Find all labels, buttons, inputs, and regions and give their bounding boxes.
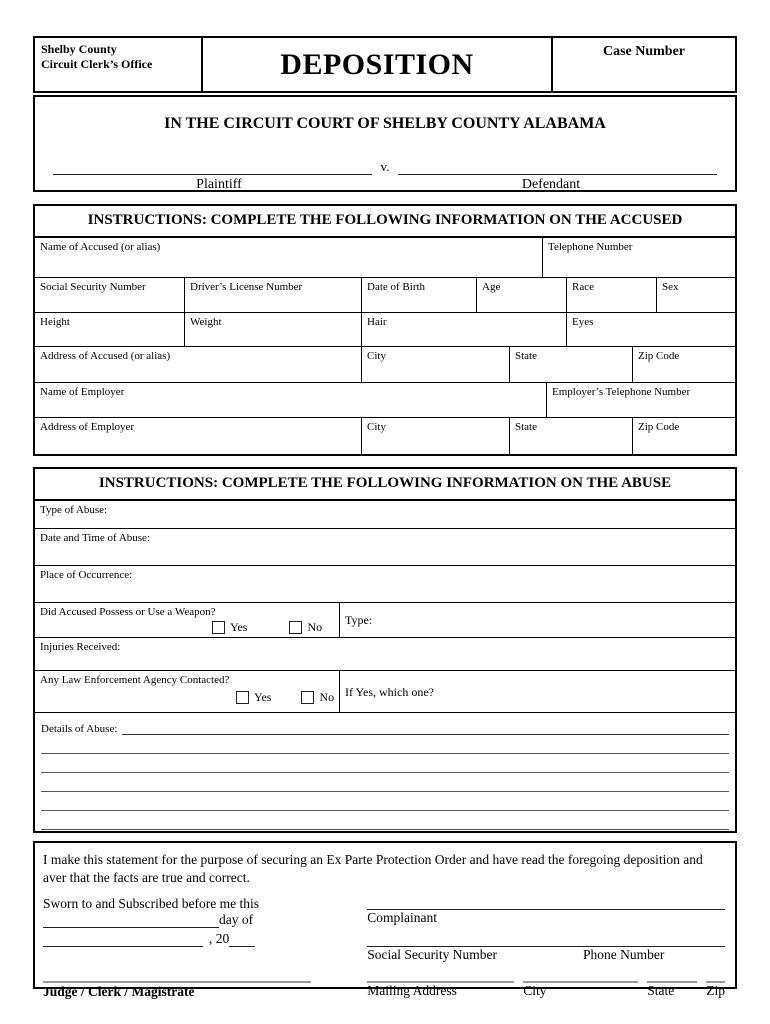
field-weight[interactable]: [185, 313, 362, 346]
defendant-label: Defendant: [521, 177, 581, 192]
field-label: State: [515, 350, 537, 362]
field-height[interactable]: [35, 313, 185, 346]
field-label: Age: [482, 281, 501, 293]
field-label: State: [515, 421, 537, 433]
details-line[interactable]: [41, 754, 729, 773]
zip-line[interactable]: [706, 971, 725, 983]
month-line[interactable]: [43, 933, 203, 947]
judge-label: Judge / Clerk / Magistrate: [43, 984, 195, 1000]
mailing-address-label: Mailing Address: [367, 983, 457, 999]
notary-column: [43, 896, 329, 1000]
field-label: Telephone Number: [548, 241, 633, 253]
field-sex[interactable]: [657, 278, 735, 312]
field-telephone-number[interactable]: [543, 238, 735, 277]
field-label: City: [367, 421, 386, 433]
field-label: Injuries Received:: [40, 641, 121, 653]
field-label: Address of Employer: [40, 421, 135, 433]
table-row: [35, 713, 735, 831]
law-yes-checkbox[interactable]: [236, 691, 249, 704]
table-row: [35, 278, 735, 313]
field-hair[interactable]: [362, 313, 567, 346]
field-place-of-occurrence[interactable]: [35, 566, 735, 602]
field-label: Date of Birth: [367, 281, 426, 293]
field-label: Address of Accused (or alias): [40, 350, 171, 362]
day-of-label: day of: [219, 912, 254, 928]
yes-label: Yes: [254, 690, 272, 704]
field-label: Did Accused Possess or Use a Weapon?: [40, 606, 216, 618]
zip-label: Zip: [706, 983, 725, 999]
no-label: No: [307, 620, 323, 634]
table-row: [35, 566, 735, 603]
complainant-signature-line[interactable]: [367, 896, 725, 910]
sworn-text: Sworn to and Subscribed before me this: [43, 896, 259, 912]
field-label: Name of Accused (or alias): [40, 241, 161, 253]
field-eyes[interactable]: [567, 313, 735, 346]
details-line[interactable]: [41, 811, 729, 830]
field-law-enforcement-question: [35, 671, 340, 712]
field-label: Type:: [345, 613, 373, 627]
field-which-agency[interactable]: [340, 671, 735, 712]
field-date-time-of-abuse[interactable]: [35, 529, 735, 565]
city-line[interactable]: [523, 971, 638, 983]
yes-label: Yes: [230, 620, 248, 634]
details-line[interactable]: [122, 723, 729, 735]
court-caption-box: [33, 95, 737, 192]
field-name-of-accused[interactable]: [35, 238, 543, 277]
table-row: [35, 347, 735, 383]
field-race[interactable]: [567, 278, 657, 312]
complainant-column: [367, 896, 725, 1000]
field-label: Employer’s Telephone Number: [552, 386, 691, 398]
case-number-field[interactable]: [553, 38, 735, 91]
case-number-label: Case Number: [602, 44, 686, 59]
form-title: DEPOSITION: [203, 38, 553, 91]
table-row: [35, 418, 735, 454]
table-row: [35, 501, 735, 529]
field-label: Eyes: [572, 316, 594, 328]
no-label: No: [319, 690, 335, 704]
field-details-of-abuse[interactable]: [35, 713, 735, 831]
field-label: Zip Code: [638, 421, 680, 433]
field-employer-zip[interactable]: [633, 418, 735, 454]
accused-section-title: INSTRUCTIONS: COMPLETE THE FOLLOWING INFORMATION ON THE ACCUSED: [35, 206, 735, 238]
abuse-section: [33, 467, 737, 833]
law-no-checkbox[interactable]: [301, 691, 314, 704]
clerk-office-name: [35, 38, 203, 91]
field-drivers-license[interactable]: [185, 278, 362, 312]
deposition-form: [33, 36, 737, 1000]
field-employer-city[interactable]: [362, 418, 510, 454]
field-name-of-employer[interactable]: [35, 383, 547, 417]
office-line-1: Shelby County: [41, 42, 117, 56]
field-label: Social Security Number: [40, 281, 146, 293]
table-row: [35, 383, 735, 418]
field-label: Name of Employer: [40, 386, 125, 398]
plaintiff-signature-line[interactable]: [53, 163, 372, 175]
field-injuries-received[interactable]: [35, 638, 735, 670]
ssn-label: Social Security Number: [367, 947, 497, 963]
field-label: Weight: [190, 316, 222, 328]
form-header: [33, 36, 737, 93]
versus-label: v.: [380, 159, 390, 174]
field-employer-telephone[interactable]: [547, 383, 735, 417]
details-line[interactable]: [41, 773, 729, 792]
city-label: City: [523, 983, 547, 999]
table-row: [35, 238, 735, 278]
statement-section: [33, 841, 737, 1000]
table-row: [35, 638, 735, 671]
complainant-label: Complainant: [367, 910, 437, 926]
table-row: [35, 671, 735, 713]
field-label: Place of Occurrence:: [40, 569, 133, 581]
field-ssn[interactable]: [35, 278, 185, 312]
table-row: [35, 529, 735, 566]
field-label: Details of Abuse:: [41, 723, 118, 735]
plaintiff-label: Plaintiff: [196, 177, 242, 192]
field-age[interactable]: [477, 278, 567, 312]
field-zip-code[interactable]: [633, 347, 735, 382]
field-weapon-type[interactable]: [340, 603, 735, 637]
judge-signature-line[interactable]: [43, 971, 311, 983]
accused-section: [33, 204, 737, 456]
field-label: Type of Abuse:: [40, 504, 108, 516]
field-label: Date and Time of Abuse:: [40, 532, 150, 544]
field-label: Race: [572, 281, 594, 293]
field-label: City: [367, 350, 386, 362]
abuse-section-title: INSTRUCTIONS: COMPLETE THE FOLLOWING INFORMATION ON THE ABUSE: [35, 469, 735, 501]
field-type-of-abuse[interactable]: [35, 501, 735, 528]
field-label: Zip Code: [638, 350, 680, 362]
details-line[interactable]: [41, 735, 729, 754]
weapon-no-checkbox[interactable]: [289, 621, 302, 634]
field-address-of-employer[interactable]: [35, 418, 362, 454]
field-state[interactable]: [510, 347, 633, 382]
table-row: [35, 603, 735, 638]
mailing-address-line[interactable]: [367, 971, 514, 983]
state-label: State: [647, 983, 675, 999]
field-date-of-birth[interactable]: [362, 278, 477, 312]
field-city[interactable]: [362, 347, 510, 382]
defendant-signature-line[interactable]: [398, 163, 717, 175]
year-prefix-label: , 20: [209, 931, 230, 947]
field-weapon-question: [35, 603, 340, 637]
office-line-2: Circuit Clerk’s Office: [41, 57, 153, 71]
statement-text: I make this statement for the purpose of securing an Ex Parte Protection Order and have read the foregoing deposition and aver that the facts are true and correct.: [43, 852, 703, 885]
day-line[interactable]: [43, 914, 219, 928]
state-line[interactable]: [647, 971, 697, 983]
field-label: Hair: [367, 316, 387, 328]
field-label: Any Law Enforcement Agency Contacted?: [40, 674, 230, 686]
phone-label: Phone Number: [582, 947, 665, 963]
field-label: Driver’s License Number: [190, 281, 303, 293]
table-row: [35, 313, 735, 347]
field-label: Sex: [662, 281, 679, 293]
field-label: If Yes, which one?: [345, 684, 434, 699]
details-line[interactable]: [41, 792, 729, 811]
field-address-of-accused[interactable]: [35, 347, 362, 382]
field-employer-state[interactable]: [510, 418, 633, 454]
ssn-phone-line[interactable]: [367, 933, 725, 947]
year-line[interactable]: [229, 933, 255, 947]
court-title: IN THE CIRCUIT COURT OF SHELBY COUNTY ALABAMA: [164, 115, 606, 132]
weapon-yes-checkbox[interactable]: [212, 621, 225, 634]
field-label: Height: [40, 316, 70, 328]
